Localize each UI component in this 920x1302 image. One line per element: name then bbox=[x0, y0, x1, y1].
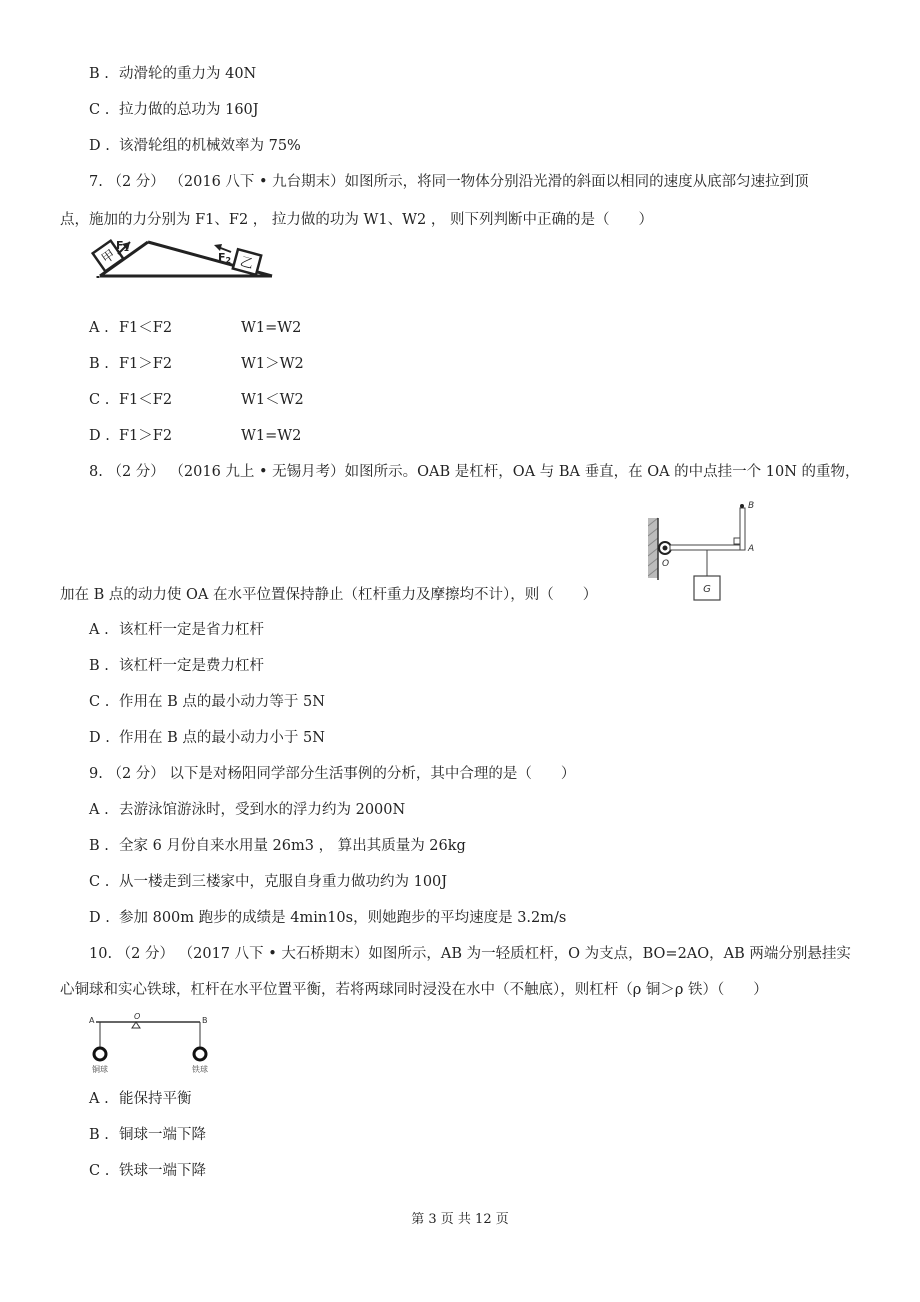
q8-option-a[interactable]: A . 该杠杆一定是省力杠杆 bbox=[89, 622, 264, 638]
q9-option-d[interactable]: D . 参加 800m 跑步的成绩是 4min10s，则她跑步的平均速度是 3.2m/s bbox=[89, 910, 567, 926]
q10-option-b[interactable]: B . 铜球一端下降 bbox=[89, 1127, 206, 1143]
label-o: O bbox=[134, 1012, 141, 1021]
q9-option-b[interactable]: B . 全家 6 月份自来水用量 26m3 ， 算出其质量为 26kg bbox=[89, 838, 466, 854]
q7-stem-line1: 7. （2 分） （2016 八下 • 九台期末）如图所示，将同一物体分别沿光滑的斜面以相同的速度从底部匀速拉到顶 bbox=[89, 174, 809, 190]
label-o: O bbox=[662, 559, 670, 569]
q8-option-b[interactable]: B . 该杠杆一定是费力杠杆 bbox=[89, 658, 264, 674]
q7-option-d[interactable]: D . F1＞F2 W1=W2 bbox=[89, 428, 302, 444]
q7-option-b[interactable]: B . F1＞F2 W1＞W2 bbox=[89, 356, 304, 372]
q8-option-c[interactable]: C . 作用在 B 点的最小动力等于 5N bbox=[89, 694, 325, 710]
q7-incline-figure bbox=[86, 236, 276, 306]
iron-ball-label: 铁球 bbox=[192, 1065, 208, 1074]
option-b[interactable]: B . 动滑轮的重力为 40N bbox=[89, 66, 257, 82]
q7-option-a[interactable]: A . F1＜F2 W1=W2 bbox=[89, 320, 302, 336]
iron-ball bbox=[194, 1048, 206, 1060]
page-footer: 第 3 页 共 12 页 bbox=[411, 1212, 509, 1227]
label-b: B bbox=[202, 1016, 208, 1025]
q7-option-c[interactable]: C . F1＜F2 W1＜W2 bbox=[89, 392, 304, 408]
label-b: B bbox=[748, 501, 755, 511]
q9-stem: 9. （2 分） 以下是对杨阳同学部分生活事例的分析，其中合理的是（ ） bbox=[89, 766, 576, 782]
copper-ball bbox=[94, 1048, 106, 1060]
q10-option-a[interactable]: A . 能保持平衡 bbox=[89, 1091, 192, 1107]
q10-stem-line2: 心铜球和实心铁球，杠杆在水平位置平衡，若将两球同时浸没在水中（不触底），则杠杆（ρ 铜＞ρ 铁）（ ） bbox=[60, 982, 768, 998]
lever-ab bbox=[740, 508, 745, 550]
q10-stem-line1: 10. （2 分） （2017 八下 • 大石桥期末）如图所示，AB 为一轻质杠杆，O 为支点，BO=2AO，AB 两端分别悬挂实 bbox=[89, 946, 851, 962]
label-g: G bbox=[703, 584, 711, 595]
copper-ball-label: 铜球 bbox=[92, 1065, 108, 1074]
q8-lever-figure bbox=[648, 496, 758, 606]
q10-option-c[interactable]: C . 铁球一端下降 bbox=[89, 1163, 206, 1179]
lever-oa bbox=[670, 545, 745, 550]
q8-stem-line2: 加在 B 点的动力使 OA 在水平位置保持静止（杠杆重力及摩擦均不计），则（ ） bbox=[60, 587, 598, 603]
f1-label: F1 bbox=[116, 239, 130, 253]
label-a: A bbox=[748, 544, 755, 554]
f2-label: F2 bbox=[218, 251, 232, 265]
label-a: A bbox=[89, 1016, 95, 1025]
block-yi-label: 乙 bbox=[238, 254, 255, 273]
q7-stem-line2: 点，施加的力分别为 F1、F2 ， 拉力做的功为 W1、W2 ， 则下列判断中正确的是（ ） bbox=[60, 212, 653, 228]
block-jia-label: 甲 bbox=[99, 247, 119, 268]
q9-option-c[interactable]: C . 从一楼走到三楼家中，克服自身重力做功约为 100J bbox=[89, 874, 448, 890]
q8-option-d[interactable]: D . 作用在 B 点的最小动力小于 5N bbox=[89, 730, 325, 746]
option-d[interactable]: D . 该滑轮组的机械效率为 75% bbox=[89, 138, 301, 154]
q8-stem-line1: 8. （2 分） （2016 九上 • 无锡月考）如图所示。OAB 是杠杆，OA 与 BA 垂直，在 OA 的中点挂一个 10N 的重物， bbox=[89, 464, 860, 480]
fulcrum bbox=[132, 1022, 140, 1028]
q10-lever-figure bbox=[86, 1012, 216, 1078]
option-c[interactable]: C . 拉力做的总功为 160J bbox=[89, 102, 259, 118]
q9-option-a[interactable]: A . 去游泳馆游泳时，受到水的浮力约为 2000N bbox=[89, 802, 406, 818]
